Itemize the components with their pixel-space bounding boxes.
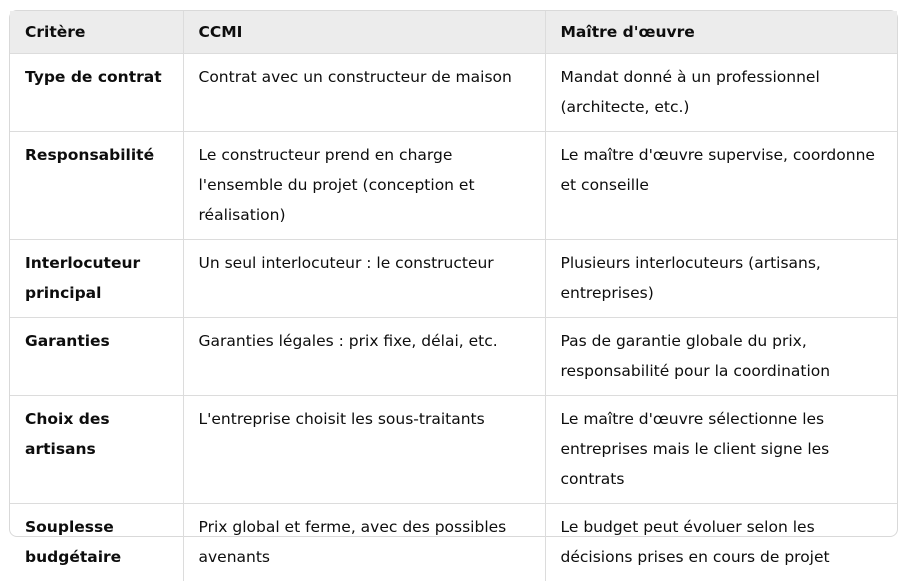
table-row: [10, 504, 897, 581]
criterion-cell: Interlocuteur principal: [10, 240, 183, 318]
comparison-table-container: [9, 10, 898, 537]
criterion-cell: Choix des artisans: [10, 396, 183, 504]
ccmi-cell: Le constructeur prend en charge l'ensemble du projet (conception et réalisation): [183, 132, 545, 240]
criterion-cell: Garanties: [10, 318, 183, 396]
maitre-oeuvre-cell: Le budget peut évoluer selon les décisions prises en cours de projet: [545, 504, 897, 581]
table-row: [10, 240, 897, 318]
ccmi-cell: Garanties légales : prix fixe, délai, etc.: [183, 318, 545, 396]
table-row: [10, 54, 897, 132]
ccmi-cell: Un seul interlocuteur : le constructeur: [183, 240, 545, 318]
criterion-cell: Souplesse budgétaire: [10, 504, 183, 581]
ccmi-cell: Contrat avec un constructeur de maison: [183, 54, 545, 132]
header-ccmi: CCMI: [183, 11, 545, 54]
header-maitre-oeuvre: Maître d'œuvre: [545, 11, 897, 54]
maitre-oeuvre-cell: Plusieurs interlocuteurs (artisans, entreprises): [545, 240, 897, 318]
criterion-cell: Responsabilité: [10, 132, 183, 240]
maitre-oeuvre-cell: Le maître d'œuvre sélectionne les entreprises mais le client signe les contrats: [545, 396, 897, 504]
ccmi-cell: Prix global et ferme, avec des possibles avenants: [183, 504, 545, 581]
table-row: [10, 132, 897, 240]
table-row: [10, 318, 897, 396]
maitre-oeuvre-cell: Le maître d'œuvre supervise, coordonne et conseille: [545, 132, 897, 240]
maitre-oeuvre-cell: Mandat donné à un professionnel (architecte, etc.): [545, 54, 897, 132]
table-header-row: [10, 11, 897, 54]
table-row: [10, 396, 897, 504]
comparison-table: [10, 11, 897, 581]
maitre-oeuvre-cell: Pas de garantie globale du prix, responsabilité pour la coordination: [545, 318, 897, 396]
header-criterion: Critère: [10, 11, 183, 54]
ccmi-cell: L'entreprise choisit les sous-traitants: [183, 396, 545, 504]
criterion-cell: Type de contrat: [10, 54, 183, 132]
